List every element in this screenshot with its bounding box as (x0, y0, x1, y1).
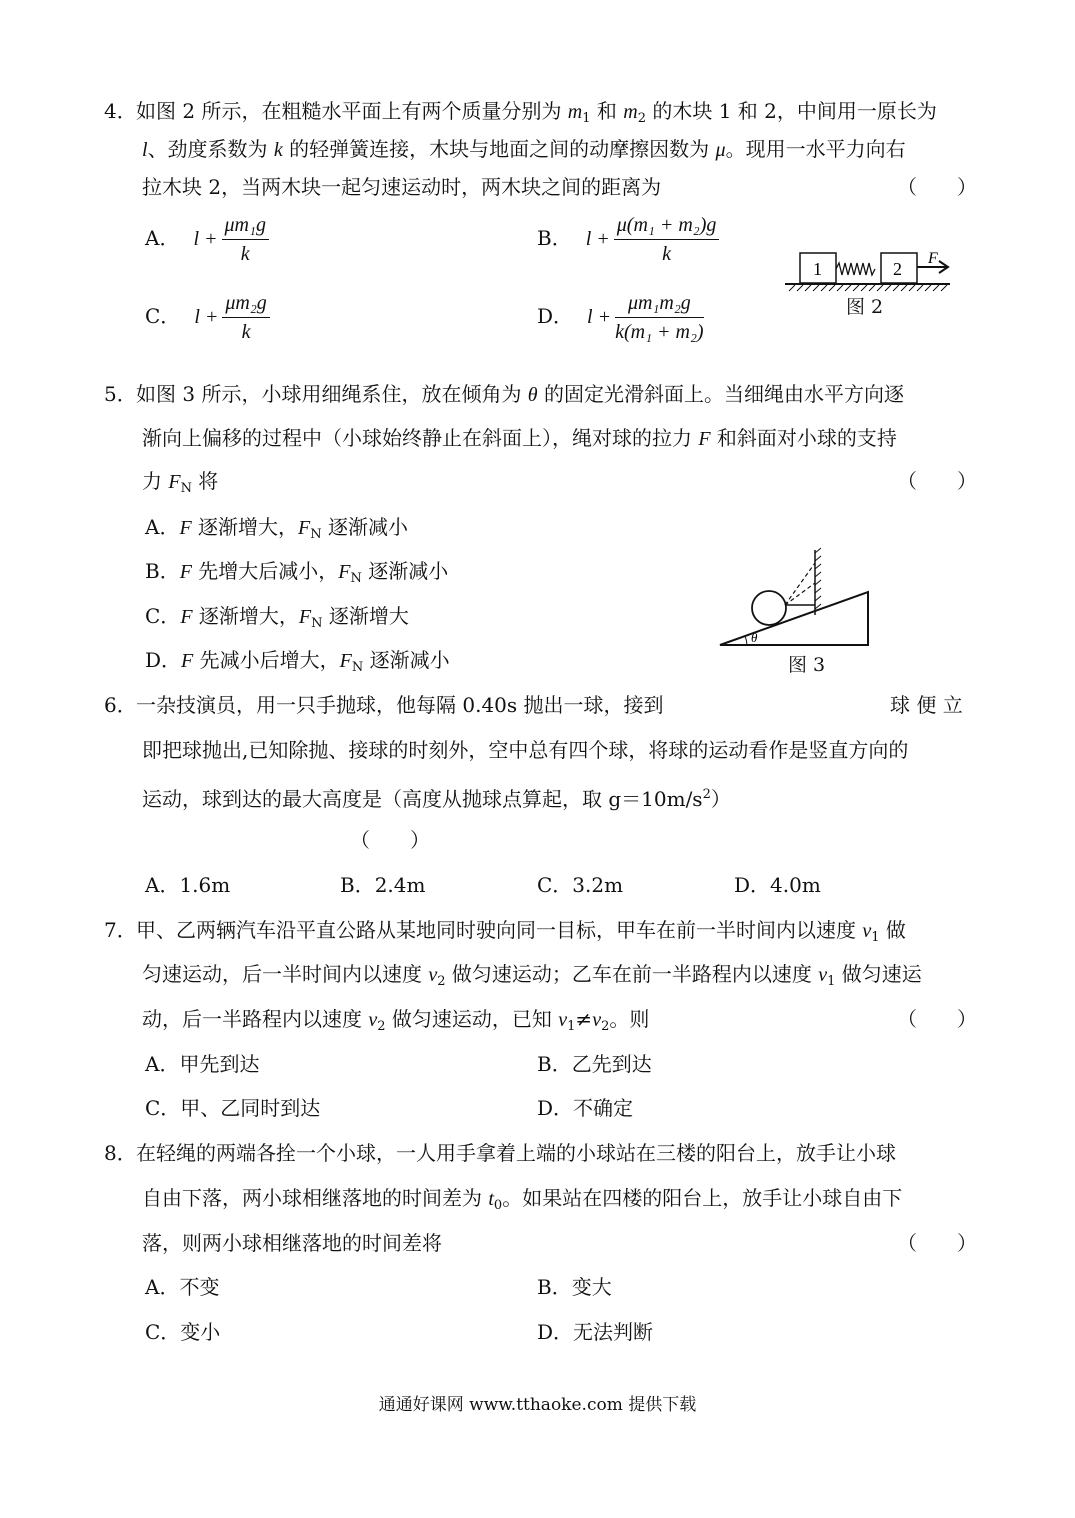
q8-option-b: B．变大 (537, 1275, 612, 1299)
q5-option-b: B．F 先增大后减小，$F_N$ 逐渐减小 (145, 559, 449, 586)
q7-option-d: D．不确定 (537, 1096, 634, 1120)
q6-line1-end: 球 便 立 (890, 693, 963, 717)
q5-line3: 力 $F_N$ 将 (142, 469, 219, 496)
q6-line3: 运动，球到达的最大高度是（高度从抛球点算起，取 $g=10m/s^2$） (142, 787, 731, 811)
q4-line3: 拉木块 2，当两木块一起匀速运动时，两木块之间的距离为 (142, 175, 662, 199)
rope-dashed-1 (785, 563, 815, 605)
q6-answer-paren: （ ） (350, 828, 430, 852)
q7-number: 7． (104, 918, 137, 942)
q4-answer-paren: （ ） (897, 175, 977, 199)
q8-option-a: A．不变 (145, 1275, 220, 1299)
q6-option-b: B．2.4m (340, 873, 426, 897)
q7-line3: 动，后一半路程内以速度 $v_2$ 做匀速运动，已知 $v_1\ne v_2$。则 (142, 1007, 650, 1034)
q4-number: 4． (104, 99, 137, 123)
q6-line1: 一杂技演员，用一只手抛球，他每隔 0.40s 抛出一球，接到 (136, 693, 664, 717)
incline (720, 592, 868, 645)
q8-line2: 自由下落，两小球相继落地的时间差为 $t_0$。如果站在四楼的阳台上，放手让小球自由下 (142, 1186, 903, 1213)
q7-answer-paren: （ ） (897, 1007, 977, 1031)
q6-option-a: A．1.6m (145, 873, 231, 897)
q8-option-c: C．变小 (145, 1320, 221, 1344)
q6-number: 6． (104, 693, 137, 717)
block-2-label: 2 (893, 259, 902, 279)
q6-line2: 即把球抛出,已知除抛、接球的时刻外，空中总有四个球，将球的运动看作是竖直方向的 (142, 738, 909, 762)
figure-3-incline (715, 545, 880, 650)
q5-line2: 渐向上偏移的过程中（小球始终静止在斜面上），绳对球的拉力 F 和斜面对小球的支持 (142, 426, 897, 450)
q5-option-d: D．F 先减小后增大，$F_N$ 逐渐减小 (145, 648, 450, 675)
q8-line1: 在轻绳的两端各拴一个小球，一人用手拿着上端的小球站在三楼的阳台上，放手让小球 (136, 1141, 896, 1165)
q4-option-b: B． l + $\frac{\text{μ(m₁ + m₂)g}}{k}$ (537, 212, 719, 267)
q4-option-a: A． l + $\frac{\text{μm₁g}}{k}$ (145, 212, 269, 267)
q7-line1: 甲、乙两辆汽车沿平直公路从某地同时驶向同一目标，甲车在前一半时间内以速度 $v_1$ 做 (136, 918, 906, 945)
figure-3-caption: 图 3 (788, 654, 826, 676)
q4-line1: 如图 2 所示，在粗糙水平面上有两个质量分别为 $m_1$ 和 $m_2$ 的木块 1 和 2，中间用一原长为 (136, 99, 937, 126)
q7-option-a: A．甲先到达 (145, 1052, 260, 1076)
q4-option-d: D． l + $\frac{\text{μm₁m₂g}}{\text{k(m₁ + m₂)}}$ (537, 292, 704, 343)
q5-answer-paren: （ ） (897, 469, 977, 493)
q4-option-c: C． l + $\frac{\text{μm₂g}}{k}$ (145, 290, 270, 345)
q7-line2: 匀速运动，后一半时间内以速度 $v_2$ 做匀速运动；乙车在前一半路程内以速度 $v_1$ 做匀速运 (142, 962, 922, 989)
q8-number: 8． (104, 1141, 137, 1165)
q8-answer-paren: （ ） (897, 1231, 977, 1255)
q7-option-b: B．乙先到达 (537, 1052, 652, 1076)
q8-line3: 落，则两小球相继落地的时间差将 (142, 1231, 442, 1255)
q6-option-c: C．3.2m (537, 873, 624, 897)
page-footer: 通通好课网 www.tthaoke.com 提供下载 (378, 1395, 697, 1415)
incline-angle-label: θ (751, 630, 758, 645)
q6-option-d: D．4.0m (734, 873, 821, 897)
figure-2-caption: 图 2 (846, 296, 884, 318)
ball (752, 591, 786, 625)
q5-option-c: C．F 逐渐增大，$F_N$ 逐渐增大 (145, 604, 409, 631)
spring (836, 263, 875, 275)
q4-line2: l、劲度系数为 k 的轻弹簧连接，木块与地面之间的动摩擦因数为 μ。现用一水平力向右 (142, 137, 906, 161)
q7-option-c: C．甲、乙同时到达 (145, 1096, 321, 1120)
force-label: F (928, 250, 938, 267)
q5-option-a: A．F 逐渐增大，$F_N$ 逐渐减小 (145, 515, 408, 542)
q5-line1: 如图 3 所示，小球用细绳系住，放在倾角为 θ 的固定光滑斜面上。当细绳由水平方向逐 (136, 382, 904, 406)
q8-option-d: D．无法判断 (537, 1320, 654, 1344)
rope-dashed-2 (785, 583, 815, 605)
q5-number: 5． (104, 382, 137, 406)
block-1-label: 1 (813, 259, 822, 279)
